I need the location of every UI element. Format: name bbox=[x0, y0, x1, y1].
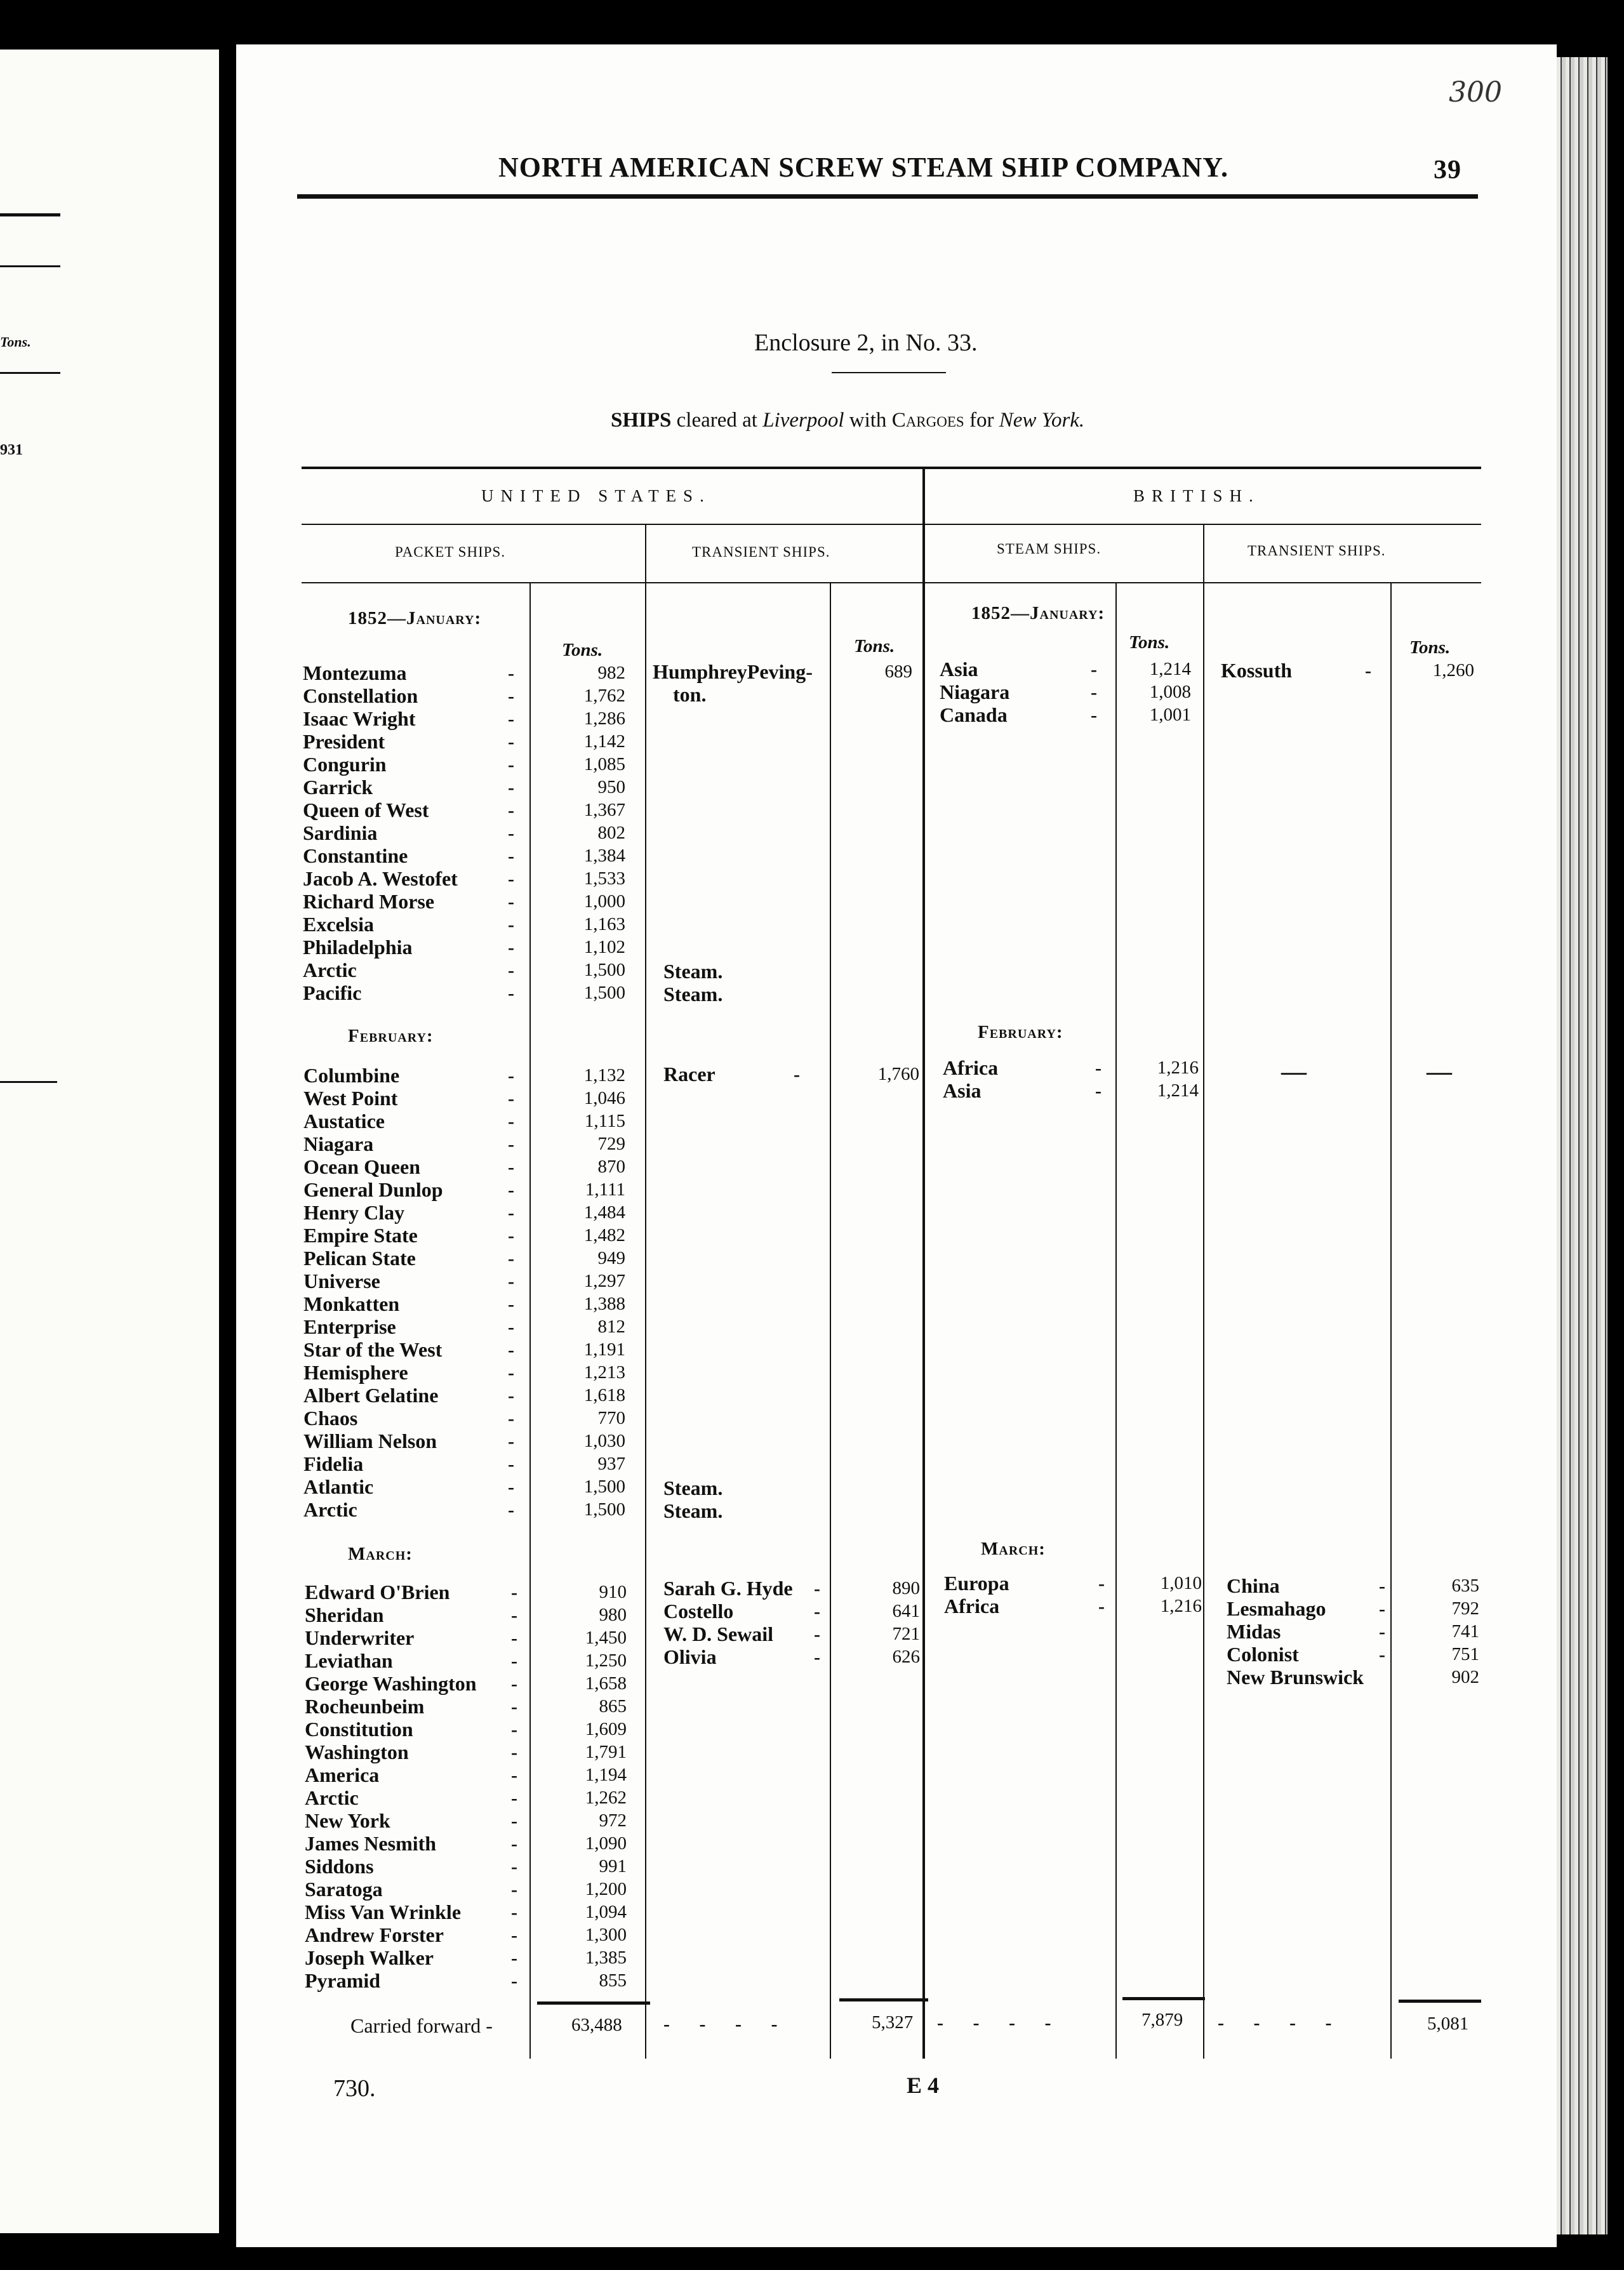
packet-jan-row-8-tons: 1,384 bbox=[583, 846, 625, 866]
british-transient-feb-dash-tons: — bbox=[1427, 1057, 1452, 1085]
packet-feb-row-16-leader: - bbox=[508, 1431, 514, 1452]
steam-notes-jan-1: Steam. bbox=[663, 983, 723, 1006]
steam-mar-row-0-name: Europa bbox=[944, 1572, 1009, 1595]
packet-mar-row-9-tons: 1,262 bbox=[585, 1788, 627, 1808]
packet-mar-row-12-tons: 991 bbox=[599, 1856, 627, 1876]
packet-feb-row-6-name: Henry Clay bbox=[303, 1201, 405, 1224]
packet-mar-row-8-name: America bbox=[305, 1763, 380, 1786]
packet-jan-row-7-leader: - bbox=[508, 823, 514, 844]
total-packet-ships: 63,488 bbox=[571, 2015, 622, 2035]
packet-mar-row-16-leader: - bbox=[511, 1948, 517, 1968]
steam-mar-row-1-name: Africa bbox=[944, 1595, 1000, 1617]
packet-jan-row-13-tons: 1,500 bbox=[583, 960, 625, 980]
total-steam-ships: 7,879 bbox=[1141, 2010, 1183, 2030]
transient-mar-row-2-name: W. D. Sewail bbox=[663, 1623, 774, 1645]
packet-feb-row-1-leader: - bbox=[508, 1088, 514, 1109]
packet-feb-row-12-leader: - bbox=[508, 1339, 514, 1360]
page-title: NORTH AMERICAN SCREW STEAM SHIP COMPANY. bbox=[498, 152, 1228, 183]
british-transient-mar-row-0-leader: - bbox=[1379, 1576, 1385, 1596]
packet-mar-row-10-name: New York bbox=[305, 1809, 390, 1832]
packet-jan-row-12-tons: 1,102 bbox=[583, 937, 625, 957]
packet-feb-row-14-name: Albert Gelatine bbox=[303, 1384, 439, 1407]
packet-jan-row-3-tons: 1,142 bbox=[583, 731, 625, 752]
packet-jan-row-11-leader: - bbox=[508, 914, 514, 935]
steam-jan-row-0-tons: 1,214 bbox=[1149, 659, 1191, 679]
column-header-packet-ships: PACKET SHIPS. bbox=[395, 544, 506, 560]
british-transient-mar-row-2-leader: - bbox=[1379, 1621, 1385, 1642]
steam-feb-row-1-name: Asia bbox=[943, 1079, 982, 1102]
packet-feb-row-0-tons: 1,132 bbox=[583, 1065, 625, 1085]
packet-feb-row-16-name: William Nelson bbox=[303, 1430, 437, 1452]
left-page-edge bbox=[0, 50, 219, 2233]
total-transient-ships: 5,327 bbox=[872, 2012, 914, 2033]
packet-mar-row-8-leader: - bbox=[511, 1765, 517, 1786]
packet-feb-row-15-tons: 770 bbox=[597, 1408, 625, 1428]
packet-mar-row-1-leader: - bbox=[511, 1605, 517, 1626]
packet-feb-row-19-name: Arctic bbox=[303, 1498, 357, 1521]
packet-jan-row-10-name: Richard Morse bbox=[303, 890, 435, 913]
packet-mar-row-3-tons: 1,250 bbox=[585, 1650, 627, 1671]
page-edges bbox=[1557, 57, 1607, 2234]
packet-jan-row-13-name: Arctic bbox=[303, 959, 357, 981]
packet-mar-row-7-tons: 1,791 bbox=[585, 1742, 627, 1762]
british-transient-jan-row-0-tons: 1,260 bbox=[1432, 660, 1474, 680]
steam-jan-row-2-tons: 1,001 bbox=[1149, 705, 1191, 725]
transient-mar-row-1-tons: 641 bbox=[892, 1601, 920, 1621]
packet-mar-row-6-tons: 1,609 bbox=[585, 1719, 627, 1739]
packet-feb-row-9-name: Universe bbox=[303, 1270, 380, 1292]
british-transient-mar-row-3-leader: - bbox=[1379, 1644, 1385, 1665]
packet-mar-row-2-name: Underwriter bbox=[305, 1626, 415, 1649]
packet-mar-row-7-name: Washington bbox=[305, 1741, 409, 1763]
left-page-tons: Tons. bbox=[0, 334, 31, 350]
footer-signature: 730. bbox=[333, 2075, 376, 2102]
packet-feb-row-18-tons: 1,500 bbox=[583, 1477, 625, 1497]
packet-jan-row-1-leader: - bbox=[508, 686, 514, 707]
packet-feb-row-14-tons: 1,618 bbox=[583, 1385, 625, 1405]
packet-jan-row-12-leader: - bbox=[508, 937, 514, 958]
steam-jan-row-1-name: Niagara bbox=[940, 680, 1010, 703]
packet-feb-row-9-tons: 1,297 bbox=[583, 1271, 625, 1291]
packet-mar-row-6-name: Constitution bbox=[305, 1718, 413, 1741]
packet-mar-row-1-tons: 980 bbox=[599, 1605, 627, 1625]
packet-jan-row-14-tons: 1,500 bbox=[583, 983, 625, 1003]
packet-mar-row-7-leader: - bbox=[511, 1742, 517, 1763]
packet-feb-row-12-tons: 1,191 bbox=[583, 1339, 625, 1360]
british-transient-mar-row-4-name: New Brunswick bbox=[1227, 1666, 1364, 1689]
british-transient-mar-row-1-leader: - bbox=[1379, 1598, 1385, 1619]
british-transient-mar-row-0-tons: 635 bbox=[1451, 1576, 1479, 1596]
packet-feb-row-7-tons: 1,482 bbox=[583, 1225, 625, 1245]
transient-feb-row-0-name: Racer bbox=[663, 1063, 715, 1085]
transient-mar-row-2-tons: 721 bbox=[892, 1624, 920, 1644]
tons-header-british-transient: Tons. bbox=[1409, 637, 1451, 658]
section-january-british: 1852—January: bbox=[971, 603, 1105, 623]
steam-notes-jan-0: Steam. bbox=[663, 960, 723, 983]
packet-feb-row-0-leader: - bbox=[508, 1065, 514, 1086]
packet-mar-row-1-name: Sheridan bbox=[305, 1603, 384, 1626]
packet-mar-row-5-tons: 865 bbox=[599, 1696, 627, 1716]
british-transient-jan-row-0-leader: - bbox=[1365, 660, 1371, 681]
transient-feb-row-0-leader: - bbox=[794, 1064, 800, 1085]
packet-feb-row-5-tons: 1,111 bbox=[585, 1179, 625, 1200]
packet-feb-row-13-name: Hemisphere bbox=[303, 1361, 408, 1384]
steam-feb-row-0-name: Africa bbox=[943, 1056, 999, 1079]
british-transient-mar-row-1-tons: 792 bbox=[1451, 1598, 1479, 1619]
steam-jan-row-2-leader: - bbox=[1091, 705, 1097, 726]
packet-mar-row-14-leader: - bbox=[511, 1902, 517, 1923]
packet-mar-row-3-name: Leviathan bbox=[305, 1649, 393, 1672]
transient-jan-row-0-name: HumphreyPeving- bbox=[653, 660, 813, 683]
packet-mar-row-0-tons: 910 bbox=[599, 1582, 627, 1602]
group-header-british: BRITISH. bbox=[1133, 486, 1260, 505]
tons-header-steam: Tons. bbox=[1129, 632, 1170, 653]
transient-mar-row-0-tons: 890 bbox=[892, 1578, 920, 1598]
british-transient-mar-row-2-tons: 741 bbox=[1451, 1621, 1479, 1642]
packet-feb-row-8-tons: 949 bbox=[597, 1248, 625, 1268]
transient-jan-row-0-tons: 689 bbox=[884, 661, 912, 682]
transient-mar-row-1-name: Costello bbox=[663, 1600, 734, 1623]
british-transient-feb-dash: — bbox=[1281, 1057, 1307, 1085]
packet-jan-row-2-leader: - bbox=[508, 708, 514, 729]
steam-feb-row-1-tons: 1,214 bbox=[1157, 1080, 1199, 1101]
packet-mar-row-15-name: Andrew Forster bbox=[305, 1923, 444, 1946]
packet-jan-row-5-name: Garrick bbox=[303, 776, 373, 799]
packet-feb-row-10-name: Monkatten bbox=[303, 1292, 400, 1315]
british-transient-jan-row-0-name: Kossuth bbox=[1221, 659, 1293, 682]
steam-jan-row-0-name: Asia bbox=[940, 658, 978, 680]
packet-mar-row-0-leader: - bbox=[511, 1582, 517, 1603]
packet-feb-row-5-name: General Dunlop bbox=[303, 1178, 443, 1201]
packet-feb-row-19-leader: - bbox=[508, 1499, 514, 1520]
packet-feb-row-16-tons: 1,030 bbox=[583, 1431, 625, 1451]
packet-mar-row-9-leader: - bbox=[511, 1788, 517, 1809]
packet-jan-row-7-name: Sardinia bbox=[303, 821, 378, 844]
total-british-transient-ships: 5,081 bbox=[1427, 2014, 1469, 2034]
packet-jan-row-10-leader: - bbox=[508, 891, 514, 912]
packet-jan-row-14-name: Pacific bbox=[303, 981, 362, 1004]
packet-jan-row-6-tons: 1,367 bbox=[583, 800, 625, 820]
packet-mar-row-15-tons: 1,300 bbox=[585, 1925, 627, 1945]
packet-mar-row-17-name: Pyramid bbox=[305, 1969, 381, 1992]
total-transient-dots: - - - - bbox=[663, 2014, 782, 2034]
steam-notes-feb-1: Steam. bbox=[663, 1499, 723, 1522]
transient-jan-row-1-name: ton. bbox=[673, 683, 707, 706]
british-transient-mar-row-1-name: Lesmahago bbox=[1227, 1597, 1326, 1620]
packet-mar-row-5-leader: - bbox=[511, 1696, 517, 1717]
section-january: 1852—January: bbox=[348, 608, 482, 628]
packet-feb-row-7-name: Empire State bbox=[303, 1224, 418, 1247]
packet-jan-row-11-name: Excelsia bbox=[303, 913, 374, 936]
british-transient-mar-row-3-tons: 751 bbox=[1451, 1644, 1479, 1664]
transient-mar-row-3-name: Olivia bbox=[663, 1645, 717, 1668]
packet-feb-row-1-tons: 1,046 bbox=[583, 1088, 625, 1108]
packet-feb-row-3-leader: - bbox=[508, 1134, 514, 1155]
packet-jan-row-0-tons: 982 bbox=[597, 663, 625, 683]
steam-jan-row-2-name: Canada bbox=[940, 703, 1008, 726]
transient-mar-row-0-name: Sarah G. Hyde bbox=[663, 1577, 793, 1600]
steam-jan-row-0-leader: - bbox=[1091, 659, 1097, 680]
packet-jan-row-2-name: Isaac Wright bbox=[303, 707, 416, 730]
packet-jan-row-2-tons: 1,286 bbox=[583, 708, 625, 729]
packet-feb-row-11-leader: - bbox=[508, 1317, 514, 1337]
packet-mar-row-11-tons: 1,090 bbox=[585, 1833, 627, 1854]
footer-signature-mark: E 4 bbox=[907, 2073, 940, 2098]
column-header-steam-ships: STEAM SHIPS. bbox=[997, 541, 1102, 557]
packet-feb-row-3-name: Niagara bbox=[303, 1132, 374, 1155]
british-transient-mar-row-0-name: China bbox=[1227, 1574, 1280, 1597]
packet-jan-row-9-tons: 1,533 bbox=[583, 868, 625, 889]
packet-feb-row-1-name: West Point bbox=[303, 1087, 398, 1110]
packet-mar-row-17-tons: 855 bbox=[599, 1970, 627, 1991]
packet-jan-row-5-leader: - bbox=[508, 777, 514, 798]
packet-jan-row-14-leader: - bbox=[508, 983, 514, 1004]
packet-feb-row-11-tons: 812 bbox=[597, 1317, 625, 1337]
packet-feb-row-11-name: Enterprise bbox=[303, 1315, 396, 1338]
packet-feb-row-2-tons: 1,115 bbox=[584, 1111, 625, 1131]
carried-forward-label: Carried forward - bbox=[350, 2014, 493, 2037]
packet-mar-row-13-leader: - bbox=[511, 1879, 517, 1900]
packet-jan-row-5-tons: 950 bbox=[597, 777, 625, 797]
steam-jan-row-1-tons: 1,008 bbox=[1149, 682, 1191, 702]
left-page-number: 931 bbox=[0, 442, 23, 458]
british-transient-mar-row-3-name: Colonist bbox=[1227, 1643, 1299, 1666]
packet-mar-row-11-leader: - bbox=[511, 1833, 517, 1854]
packet-feb-row-6-tons: 1,484 bbox=[583, 1202, 625, 1223]
packet-feb-row-18-leader: - bbox=[508, 1477, 514, 1497]
tons-header-transient: Tons. bbox=[854, 636, 895, 656]
packet-mar-row-2-leader: - bbox=[511, 1628, 517, 1649]
steam-mar-row-0-leader: - bbox=[1098, 1573, 1105, 1594]
enclosure-title: Enclosure 2, in No. 33. bbox=[754, 329, 978, 356]
table-caption: SHIPS cleared at Liverpool with Cargoes for New York. bbox=[611, 409, 1085, 432]
packet-feb-row-13-tons: 1,213 bbox=[583, 1362, 625, 1383]
packet-mar-row-11-name: James Nesmith bbox=[305, 1832, 437, 1855]
packet-feb-row-2-name: Austatice bbox=[303, 1110, 385, 1132]
steam-jan-row-1-leader: - bbox=[1091, 682, 1097, 703]
section-march: March: bbox=[348, 1544, 413, 1564]
steam-mar-row-0-tons: 1,010 bbox=[1160, 1573, 1202, 1593]
packet-feb-row-15-name: Chaos bbox=[303, 1407, 358, 1430]
tons-header-packet: Tons. bbox=[562, 640, 603, 660]
packet-feb-row-19-tons: 1,500 bbox=[583, 1499, 625, 1520]
packet-feb-row-15-leader: - bbox=[508, 1408, 514, 1429]
packet-jan-row-0-name: Montezuma bbox=[303, 661, 407, 684]
packet-jan-row-9-name: Jacob A. Westofet bbox=[303, 867, 458, 890]
packet-jan-row-8-name: Constantine bbox=[303, 844, 408, 867]
packet-jan-row-4-leader: - bbox=[508, 754, 514, 775]
packet-mar-row-14-name: Miss Van Wrinkle bbox=[305, 1901, 462, 1923]
packet-jan-row-9-leader: - bbox=[508, 868, 514, 889]
packet-feb-row-9-leader: - bbox=[508, 1271, 514, 1292]
packet-mar-row-13-tons: 1,200 bbox=[585, 1879, 627, 1899]
steam-feb-row-1-leader: - bbox=[1095, 1080, 1102, 1101]
steam-mar-row-1-tons: 1,216 bbox=[1160, 1596, 1202, 1616]
transient-feb-row-0-tons: 1,760 bbox=[877, 1064, 919, 1084]
packet-jan-row-8-leader: - bbox=[508, 846, 514, 866]
packet-mar-row-12-leader: - bbox=[511, 1856, 517, 1877]
steam-feb-row-0-leader: - bbox=[1095, 1058, 1102, 1079]
packet-mar-row-10-leader: - bbox=[511, 1810, 517, 1831]
steam-notes-feb-0: Steam. bbox=[663, 1477, 723, 1499]
transient-mar-row-3-tons: 626 bbox=[892, 1647, 920, 1667]
section-march-british: March: bbox=[981, 1539, 1046, 1559]
packet-mar-row-15-leader: - bbox=[511, 1925, 517, 1946]
column-header-british-transient-ships: TRANSIENT SHIPS. bbox=[1248, 543, 1386, 559]
packet-feb-row-13-leader: - bbox=[508, 1362, 514, 1383]
packet-jan-row-0-leader: - bbox=[508, 663, 514, 684]
packet-jan-row-11-tons: 1,163 bbox=[583, 914, 625, 934]
packet-jan-row-4-tons: 1,085 bbox=[583, 754, 625, 774]
packet-mar-row-4-name: George Washington bbox=[305, 1672, 477, 1695]
page-number: 39 bbox=[1434, 156, 1461, 185]
packet-jan-row-10-tons: 1,000 bbox=[583, 891, 625, 912]
packet-feb-row-10-tons: 1,388 bbox=[583, 1294, 625, 1314]
group-header-united-states: UNITED STATES. bbox=[481, 486, 711, 505]
packet-mar-row-16-name: Joseph Walker bbox=[305, 1946, 434, 1969]
packet-feb-row-4-tons: 870 bbox=[597, 1157, 625, 1177]
packet-mar-row-12-name: Siddons bbox=[305, 1855, 374, 1878]
packet-feb-row-4-leader: - bbox=[508, 1157, 514, 1178]
packet-mar-row-0-name: Edward O'Brien bbox=[305, 1581, 450, 1603]
transient-mar-row-3-leader: - bbox=[814, 1647, 820, 1668]
packet-jan-row-1-name: Constellation bbox=[303, 684, 418, 707]
packet-feb-row-17-tons: 937 bbox=[597, 1454, 625, 1474]
packet-feb-row-5-leader: - bbox=[508, 1179, 514, 1200]
packet-mar-row-17-leader: - bbox=[511, 1970, 517, 1991]
packet-mar-row-16-tons: 1,385 bbox=[585, 1948, 627, 1968]
british-transient-mar-row-2-name: Midas bbox=[1227, 1620, 1281, 1643]
packet-feb-row-14-leader: - bbox=[508, 1385, 514, 1406]
british-transient-mar-row-4-tons: 902 bbox=[1451, 1667, 1479, 1687]
packet-mar-row-4-leader: - bbox=[511, 1673, 517, 1694]
packet-feb-row-17-leader: - bbox=[508, 1454, 514, 1475]
packet-jan-row-13-leader: - bbox=[508, 960, 514, 981]
packet-feb-row-12-name: Star of the West bbox=[303, 1338, 443, 1361]
packet-mar-row-4-tons: 1,658 bbox=[585, 1673, 627, 1694]
column-header-transient-ships: TRANSIENT SHIPS. bbox=[692, 544, 830, 560]
packet-jan-row-4-name: Congurin bbox=[303, 753, 387, 776]
packet-mar-row-9-name: Arctic bbox=[305, 1786, 359, 1809]
packet-feb-row-7-leader: - bbox=[508, 1225, 514, 1246]
section-february: February: bbox=[348, 1026, 434, 1046]
packet-feb-row-4-name: Ocean Queen bbox=[303, 1155, 420, 1178]
packet-jan-row-6-leader: - bbox=[508, 800, 514, 821]
packet-mar-row-2-tons: 1,450 bbox=[585, 1628, 627, 1648]
packet-jan-row-1-tons: 1,762 bbox=[583, 686, 625, 706]
total-british-transient-dots: - - - - bbox=[1218, 2012, 1336, 2033]
packet-mar-row-3-leader: - bbox=[511, 1650, 517, 1671]
packet-mar-row-6-leader: - bbox=[511, 1719, 517, 1740]
packet-jan-row-3-leader: - bbox=[508, 731, 514, 752]
packet-mar-row-5-name: Rocheunbeim bbox=[305, 1695, 425, 1718]
packet-feb-row-6-leader: - bbox=[508, 1202, 514, 1223]
packet-jan-row-6-name: Queen of West bbox=[303, 799, 429, 821]
packet-jan-row-12-name: Philadelphia bbox=[303, 936, 413, 959]
packet-jan-row-3-name: President bbox=[303, 730, 385, 753]
transient-mar-row-2-leader: - bbox=[814, 1624, 820, 1645]
section-february-british: February: bbox=[978, 1022, 1063, 1042]
packet-mar-row-10-tons: 972 bbox=[599, 1810, 627, 1831]
packet-feb-row-3-tons: 729 bbox=[597, 1134, 625, 1154]
packet-feb-row-17-name: Fidelia bbox=[303, 1452, 364, 1475]
packet-feb-row-18-name: Atlantic bbox=[303, 1475, 374, 1498]
steam-mar-row-1-leader: - bbox=[1098, 1596, 1105, 1617]
packet-feb-row-8-leader: - bbox=[508, 1248, 514, 1269]
packet-mar-row-13-name: Saratoga bbox=[305, 1878, 383, 1901]
transient-mar-row-1-leader: - bbox=[814, 1601, 820, 1622]
packet-mar-row-8-tons: 1,194 bbox=[585, 1765, 627, 1785]
handwritten-number: 300 bbox=[1449, 76, 1502, 109]
transient-mar-row-0-leader: - bbox=[814, 1578, 820, 1599]
packet-jan-row-7-tons: 802 bbox=[597, 823, 625, 843]
packet-feb-row-8-name: Pelican State bbox=[303, 1247, 416, 1270]
total-steam-dots: - - - - bbox=[937, 2012, 1055, 2033]
packet-feb-row-0-name: Columbine bbox=[303, 1064, 400, 1087]
steam-feb-row-0-tons: 1,216 bbox=[1157, 1058, 1199, 1078]
packet-feb-row-2-leader: - bbox=[508, 1111, 514, 1132]
packet-feb-row-10-leader: - bbox=[508, 1294, 514, 1315]
packet-mar-row-14-tons: 1,094 bbox=[585, 1902, 627, 1922]
